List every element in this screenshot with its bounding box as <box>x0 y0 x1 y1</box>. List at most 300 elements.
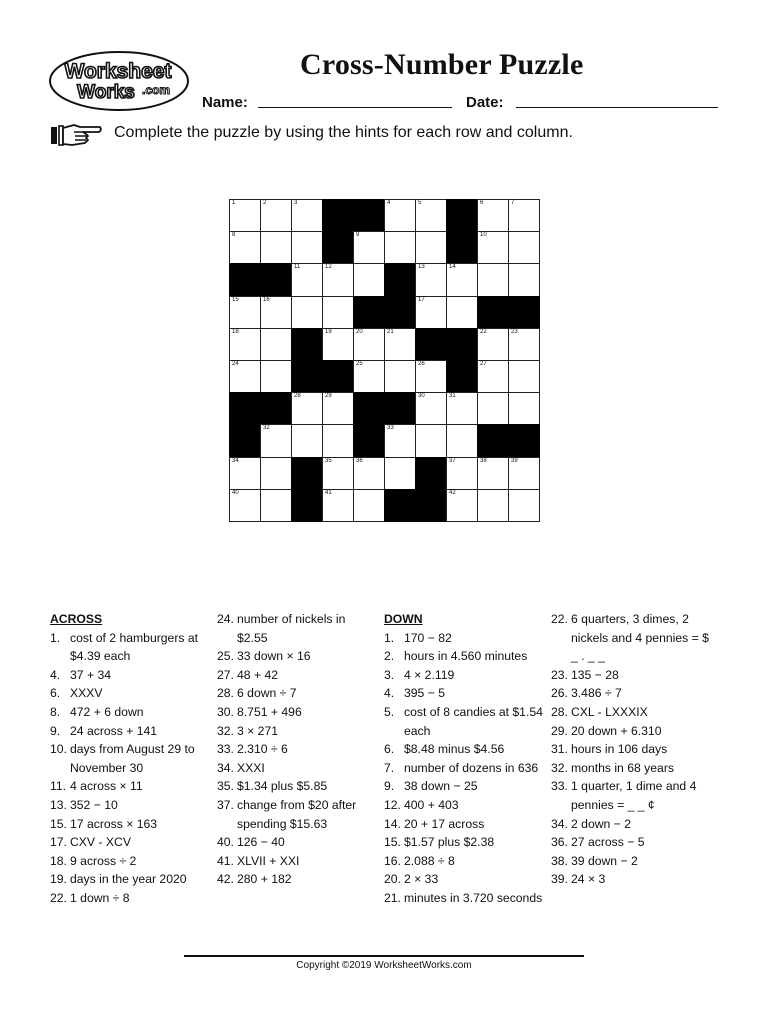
cell-number: 2 <box>263 200 267 206</box>
cell-number: 8 <box>232 232 236 239</box>
clue-text: hours in 106 days <box>571 742 668 757</box>
cell-number: 22 <box>480 328 487 335</box>
clue-number: 14. <box>384 816 401 831</box>
grid-cell[interactable] <box>477 489 509 522</box>
grid-cell-blocked <box>415 489 447 522</box>
grid-cell[interactable] <box>446 457 478 490</box>
grid-cell[interactable] <box>477 328 509 361</box>
grid-cell-blocked <box>384 263 416 296</box>
cell-number: 7 <box>511 200 515 206</box>
clue-item <box>551 703 709 722</box>
grid-cell-blocked <box>353 392 385 425</box>
grid-cell[interactable] <box>508 457 540 490</box>
grid-cell-blocked <box>508 424 540 457</box>
cell-number: 18 <box>232 328 239 335</box>
name-field[interactable] <box>258 107 452 108</box>
clue-text: 48 + 42 <box>237 667 279 682</box>
clue-number: 12. <box>384 797 401 812</box>
clue-text: XXXV <box>70 686 103 701</box>
copyright: Copyright ©2019 WorksheetWorks.com <box>296 960 472 971</box>
clue-item <box>50 703 210 722</box>
grid-cell[interactable] <box>384 360 416 393</box>
clue-text: 37 + 34 <box>70 667 112 682</box>
grid-cell[interactable] <box>229 360 261 393</box>
cell-number: 4 <box>387 200 391 206</box>
across-clues-continued <box>217 610 369 889</box>
grid-cell-blocked <box>477 424 509 457</box>
clue-number: 41. <box>217 853 234 868</box>
cell-number: 3 <box>294 200 298 206</box>
grid-cell[interactable] <box>291 199 323 232</box>
grid-cell[interactable] <box>384 199 416 232</box>
clue-number: 21. <box>384 890 401 905</box>
cell-number: 6 <box>480 200 484 206</box>
clue-item <box>551 610 709 666</box>
grid-cell[interactable] <box>229 231 261 264</box>
clue-text: 2 × 33 <box>404 872 439 887</box>
grid-cell[interactable] <box>508 392 540 425</box>
grid-cell[interactable] <box>229 489 261 522</box>
worksheetworks-logo <box>48 50 190 112</box>
cell-number: 28 <box>294 393 301 400</box>
grid-cell[interactable] <box>322 457 354 490</box>
clue-number: 34. <box>551 816 568 831</box>
clue-number: 28. <box>551 704 568 719</box>
clue-item <box>50 777 210 796</box>
grid-cell[interactable] <box>353 263 385 296</box>
svg-text:.com: .com <box>141 83 171 97</box>
clue-item <box>384 759 544 778</box>
clue-item <box>551 815 709 834</box>
clue-number: 3. <box>384 667 395 682</box>
clue-number: 15. <box>384 835 401 850</box>
clue-number: 25. <box>217 649 234 664</box>
cell-number: 21 <box>387 328 394 335</box>
grid-cell[interactable] <box>260 199 292 232</box>
clue-text: 126 − 40 <box>237 835 285 850</box>
clue-number: 33. <box>217 742 234 757</box>
clue-text: 400 + 403 <box>404 797 459 812</box>
grid-cell[interactable] <box>322 489 354 522</box>
clue-item <box>384 666 544 685</box>
grid-cell-blocked <box>384 296 416 329</box>
grid-cell-blocked <box>229 392 261 425</box>
clue-item <box>217 833 369 852</box>
clue-number: 32. <box>217 723 234 738</box>
cell-number: 12 <box>325 264 332 271</box>
clue-number: 35. <box>217 779 234 794</box>
clue-text: 3.486 ÷ 7 <box>571 686 622 701</box>
clue-number: 15. <box>50 816 67 831</box>
grid-cell-blocked <box>508 296 540 329</box>
clue-item <box>551 870 709 889</box>
grid-cell[interactable] <box>446 392 478 425</box>
clue-number: 23. <box>551 667 568 682</box>
clue-number: 17. <box>50 835 67 850</box>
grid-cell[interactable] <box>384 328 416 361</box>
clue-text: number of nickels in $2.55 <box>237 612 346 645</box>
clue-text: change from $20 after spending $15.63 <box>237 797 357 831</box>
grid-cell[interactable] <box>477 457 509 490</box>
grid-cell[interactable] <box>477 263 509 296</box>
svg-text:Works: Works <box>77 82 135 103</box>
clue-text: 3 × 271 <box>237 723 279 738</box>
cell-number: 31 <box>449 393 456 400</box>
grid-cell[interactable] <box>291 392 323 425</box>
clue-number: 33. <box>551 779 568 794</box>
grid-cell[interactable] <box>508 231 540 264</box>
clue-item <box>50 870 210 889</box>
clue-item <box>551 833 709 852</box>
clue-item <box>551 722 709 741</box>
clue-number: 8. <box>50 704 61 719</box>
grid-cell[interactable] <box>415 360 447 393</box>
grid-cell[interactable] <box>415 424 447 457</box>
grid-cell[interactable] <box>415 231 447 264</box>
clue-item <box>50 629 210 666</box>
clue-item <box>551 684 709 703</box>
clue-item <box>50 815 210 834</box>
cell-number: 40 <box>232 489 239 496</box>
cell-number: 23 <box>511 328 518 335</box>
svg-text:Worksheet: Worksheet <box>64 60 172 83</box>
grid-cell[interactable] <box>260 360 292 393</box>
grid-cell-blocked <box>291 489 323 522</box>
grid-cell-blocked <box>291 457 323 490</box>
clue-number: 11. <box>50 779 67 794</box>
clue-text: days from August 29 to November 30 <box>70 742 195 775</box>
clue-text: months in 68 years <box>571 760 674 775</box>
clue-item <box>384 777 544 796</box>
grid-cell-blocked <box>415 328 447 361</box>
clue-number: 40. <box>217 835 234 850</box>
grid-cell[interactable] <box>260 457 292 490</box>
clue-number: 29. <box>551 723 568 738</box>
clue-item <box>384 815 544 834</box>
pointing-hand-icon <box>50 122 102 148</box>
clue-text: 6 quarters, 3 dimes, 2 nickels and 4 pennies = $ _ . _ _ <box>571 612 709 664</box>
cell-number: 36 <box>356 457 363 464</box>
clue-text: 4 across × 11 <box>70 779 143 794</box>
clue-text: 4 × 2.119 <box>404 667 455 682</box>
clue-text: 352 − 10 <box>70 797 118 812</box>
date-label: Date: <box>466 94 504 111</box>
clue-number: 31. <box>551 742 568 757</box>
cell-number: 41 <box>325 489 332 496</box>
clue-text: CXV - XCV <box>70 835 131 850</box>
cell-number: 29 <box>325 393 332 400</box>
grid-cell[interactable] <box>508 328 540 361</box>
grid-cell[interactable] <box>384 424 416 457</box>
clue-number: 10. <box>50 742 67 757</box>
cell-number: 17 <box>418 296 425 303</box>
grid-cell[interactable] <box>384 231 416 264</box>
clue-text: cost of 8 candies at $1.54 each <box>404 704 543 738</box>
down-clues <box>384 610 544 908</box>
clue-text: minutes in 3.720 seconds <box>404 890 543 905</box>
down-heading: DOWN <box>384 612 423 626</box>
page-title: Cross-Number Puzzle <box>300 48 584 81</box>
clue-number: 39. <box>551 872 568 887</box>
grid-cell-blocked <box>446 328 478 361</box>
clue-item <box>384 833 544 852</box>
clue-text: 2.310 ÷ 6 <box>237 742 288 757</box>
cell-number: 9 <box>356 232 360 239</box>
clue-text: $1.57 plus $2.38 <box>404 835 495 850</box>
clue-text: 1 quarter, 1 dime and 4 pennies = _ _ ¢ <box>571 779 697 812</box>
grid-cell[interactable] <box>477 199 509 232</box>
grid-cell-blocked <box>322 360 354 393</box>
clue-number: 22. <box>50 890 67 905</box>
grid-cell[interactable] <box>322 263 354 296</box>
clue-item <box>217 870 369 889</box>
clue-item <box>384 870 544 889</box>
cell-number: 32 <box>263 425 270 432</box>
grid-cell[interactable] <box>415 392 447 425</box>
cell-number: 19 <box>325 328 332 335</box>
clue-number: 7. <box>384 760 395 775</box>
clue-number: 9. <box>50 723 61 738</box>
clue-item <box>217 796 369 833</box>
clue-number: 36. <box>551 835 568 850</box>
cell-number: 14 <box>449 264 456 271</box>
cell-number: 42 <box>449 489 456 496</box>
clue-number: 1. <box>50 630 61 645</box>
clue-item <box>50 684 210 703</box>
clue-item <box>384 703 544 740</box>
cell-number: 20 <box>356 328 363 335</box>
cell-number: 13 <box>418 264 425 271</box>
cell-number: 34 <box>232 457 239 464</box>
clue-text: number of dozens in 636 <box>404 760 539 775</box>
down-clues-continued <box>551 610 709 889</box>
clue-item <box>551 759 709 778</box>
clue-text: 39 down − 2 <box>571 853 638 868</box>
cell-number: 26 <box>418 361 425 367</box>
clue-text: 2.088 ÷ 8 <box>404 853 455 868</box>
clue-text: 135 − 28 <box>571 667 619 682</box>
clue-item <box>384 889 544 908</box>
grid-cell[interactable] <box>446 489 478 522</box>
grid-cell-blocked <box>322 199 354 232</box>
crossnumber-grid <box>229 199 539 521</box>
grid-cell[interactable] <box>322 392 354 425</box>
grid-cell[interactable] <box>260 489 292 522</box>
instructions: Complete the puzzle by using the hints for each row and column. <box>114 124 573 141</box>
clue-number: 1. <box>384 630 395 645</box>
clue-item <box>384 852 544 871</box>
grid-cell[interactable] <box>260 231 292 264</box>
grid-cell[interactable] <box>353 360 385 393</box>
clue-item <box>384 740 544 759</box>
grid-cell[interactable] <box>229 457 261 490</box>
cell-number: 1 <box>232 200 236 206</box>
grid-cell-blocked <box>260 392 292 425</box>
across-clues <box>50 610 210 908</box>
grid-cell[interactable] <box>322 296 354 329</box>
clue-text: 395 − 5 <box>404 686 446 701</box>
clue-text: 20 down + 6.310 <box>571 723 662 738</box>
clue-item <box>384 647 544 666</box>
clue-item <box>217 759 369 778</box>
grid-cell-blocked <box>229 263 261 296</box>
clue-text: 280 + 182 <box>237 872 292 887</box>
grid-cell[interactable] <box>260 328 292 361</box>
clue-item <box>217 722 369 741</box>
cell-number: 39 <box>511 457 518 464</box>
grid-cell[interactable] <box>291 263 323 296</box>
clue-number: 5. <box>384 704 395 719</box>
clue-number: 38. <box>551 853 568 868</box>
grid-cell-blocked <box>384 392 416 425</box>
grid-cell[interactable] <box>291 424 323 457</box>
clue-number: 28. <box>217 686 234 701</box>
clue-text: XXXI <box>237 760 265 775</box>
clue-text: 8.751 + 496 <box>237 704 302 719</box>
grid-cell[interactable] <box>508 263 540 296</box>
cell-number: 27 <box>480 361 487 367</box>
cell-number: 25 <box>356 361 363 367</box>
clue-text: hours in 4.560 minutes <box>404 649 528 664</box>
grid-cell[interactable] <box>229 199 261 232</box>
clue-text: cost of 2 hamburgers at $4.39 each <box>70 630 199 664</box>
cell-number: 15 <box>232 296 239 303</box>
grid-cell[interactable] <box>508 360 540 393</box>
clue-item <box>50 833 210 852</box>
clue-number: 4. <box>50 667 61 682</box>
clue-text: XLVII + XXI <box>237 853 300 868</box>
grid-cell-blocked <box>260 263 292 296</box>
grid-cell[interactable] <box>508 199 540 232</box>
grid-cell-blocked <box>477 296 509 329</box>
grid-cell[interactable] <box>477 392 509 425</box>
clue-number: 27. <box>217 667 234 682</box>
date-field[interactable] <box>516 107 718 108</box>
cell-number: 38 <box>480 457 487 464</box>
clue-item <box>217 684 369 703</box>
clue-number: 34. <box>217 760 234 775</box>
grid-cell[interactable] <box>353 457 385 490</box>
clue-text: 9 across ÷ 2 <box>70 853 137 868</box>
clue-text: 472 + 6 down <box>70 704 144 719</box>
clue-item <box>50 722 210 741</box>
grid-cell-blocked <box>353 424 385 457</box>
grid-cell[interactable] <box>508 489 540 522</box>
clue-number: 16. <box>384 853 401 868</box>
grid-cell[interactable] <box>291 296 323 329</box>
grid-cell[interactable] <box>229 296 261 329</box>
clue-number: 20. <box>384 872 401 887</box>
grid-cell[interactable] <box>415 263 447 296</box>
grid-cell[interactable] <box>384 457 416 490</box>
cell-number: 24 <box>232 361 239 367</box>
clue-number: 19. <box>50 872 67 887</box>
clue-number: 9. <box>384 779 395 794</box>
grid-cell[interactable] <box>322 424 354 457</box>
clue-item <box>551 777 709 814</box>
grid-cell[interactable] <box>353 489 385 522</box>
grid-cell[interactable] <box>477 231 509 264</box>
clue-item <box>50 740 210 777</box>
grid-cell[interactable] <box>260 424 292 457</box>
clue-item <box>217 610 369 647</box>
clue-item <box>384 684 544 703</box>
grid-cell-blocked <box>353 199 385 232</box>
cell-number: 10 <box>480 232 487 239</box>
clue-number: 42. <box>217 872 234 887</box>
cell-number: 5 <box>418 200 422 206</box>
grid-cell[interactable] <box>446 424 478 457</box>
clue-item <box>217 666 369 685</box>
clue-number: 37. <box>217 797 234 812</box>
grid-cell-blocked <box>322 231 354 264</box>
clue-number: 13. <box>50 797 67 812</box>
clue-text: $1.34 plus $5.85 <box>237 779 328 794</box>
clue-text: 38 down − 25 <box>404 779 478 794</box>
clue-text: 33 down × 16 <box>237 649 311 664</box>
grid-cell[interactable] <box>415 296 447 329</box>
clue-number: 6. <box>50 686 61 701</box>
clue-number: 22. <box>551 612 568 626</box>
clue-text: CXL - LXXXIX <box>571 704 648 719</box>
clue-item <box>217 777 369 796</box>
clue-item <box>551 852 709 871</box>
cell-number: 37 <box>449 457 456 464</box>
clue-text: 6 down ÷ 7 <box>237 686 297 701</box>
grid-cell[interactable] <box>477 360 509 393</box>
clue-number: 30. <box>217 704 234 719</box>
clue-number: 32. <box>551 760 568 775</box>
clue-number: 4. <box>384 686 395 701</box>
grid-cell[interactable] <box>446 296 478 329</box>
grid-cell-blocked <box>353 296 385 329</box>
grid-cell[interactable] <box>353 231 385 264</box>
across-heading: ACROSS <box>50 612 103 626</box>
grid-cell[interactable] <box>229 328 261 361</box>
grid-cell-blocked <box>291 328 323 361</box>
clue-text: 24 × 3 <box>571 872 606 887</box>
clue-number: 24. <box>217 612 234 626</box>
grid-cell-blocked <box>415 457 447 490</box>
clue-item <box>217 703 369 722</box>
grid-cell[interactable] <box>291 231 323 264</box>
grid-cell-blocked <box>446 360 478 393</box>
clue-number: 2. <box>384 649 395 664</box>
name-label: Name: <box>202 94 248 111</box>
clue-item <box>50 852 210 871</box>
clue-text: 20 + 17 across <box>404 816 485 831</box>
clue-item <box>384 796 544 815</box>
grid-cell[interactable] <box>446 263 478 296</box>
clue-text: 1 down ÷ 8 <box>70 890 130 905</box>
cell-number: 16 <box>263 296 270 303</box>
grid-cell[interactable] <box>260 296 292 329</box>
clue-text: days in the year 2020 <box>70 872 187 887</box>
grid-cell-blocked <box>446 231 478 264</box>
grid-cell[interactable] <box>322 328 354 361</box>
clue-text: 17 across × 163 <box>70 816 158 831</box>
grid-cell-blocked <box>384 489 416 522</box>
grid-cell[interactable] <box>353 328 385 361</box>
clue-item <box>50 889 210 908</box>
grid-cell[interactable] <box>415 199 447 232</box>
clue-item <box>50 666 210 685</box>
grid-cell-blocked <box>446 199 478 232</box>
clue-item <box>50 796 210 815</box>
footer-divider <box>184 955 584 957</box>
clue-text: 170 − 82 <box>404 630 452 645</box>
clue-text: $8.48 minus $4.56 <box>404 742 505 757</box>
